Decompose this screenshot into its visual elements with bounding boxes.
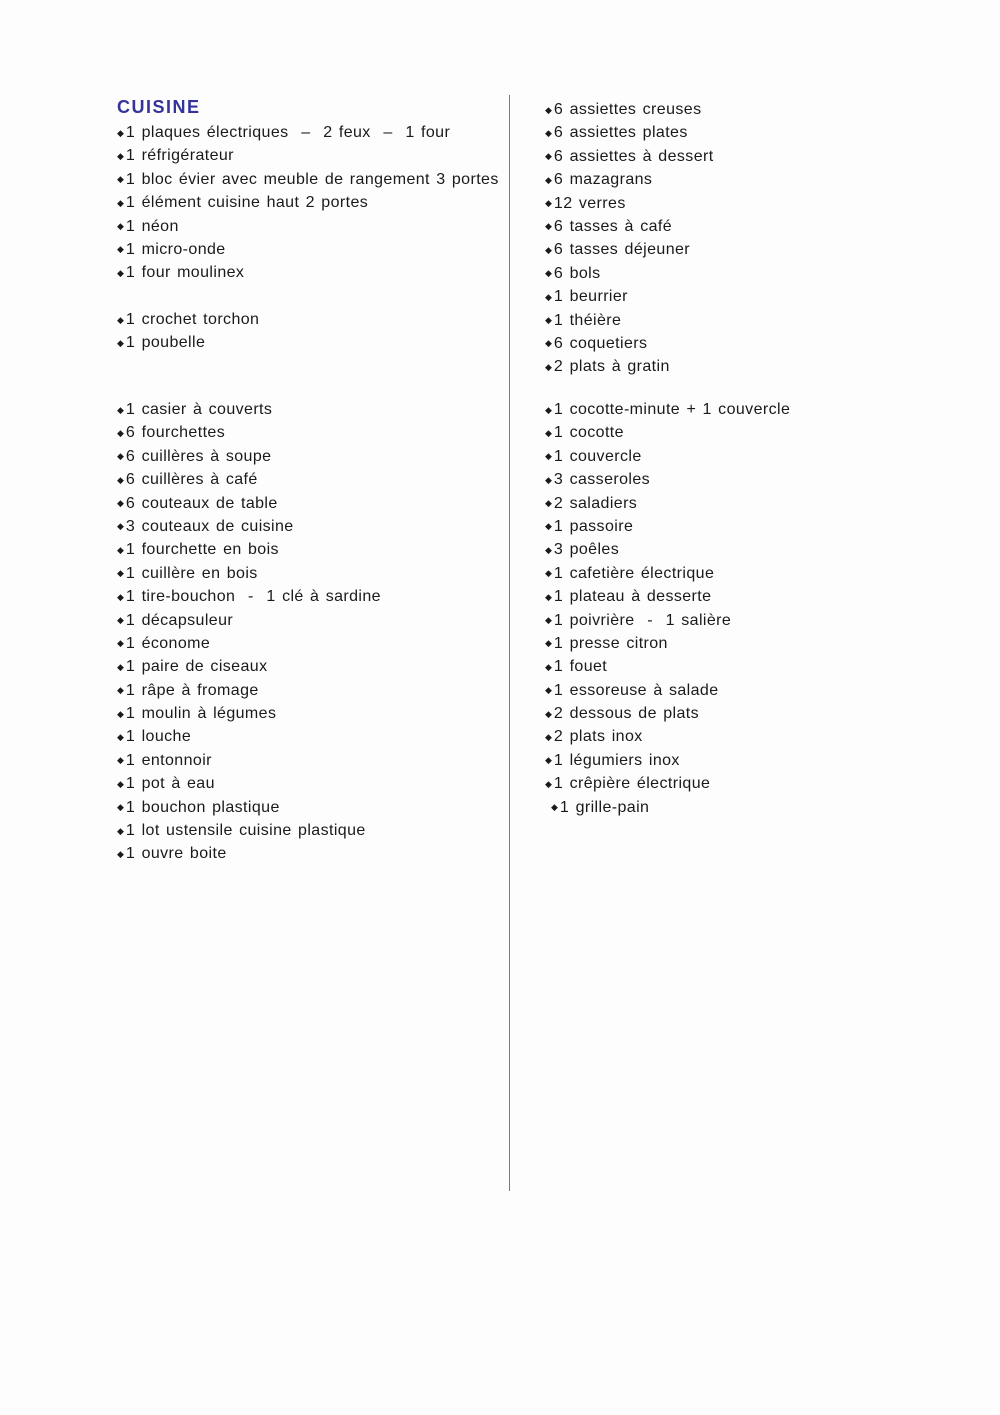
diamond-bullet-icon: ◆ bbox=[117, 731, 124, 742]
right-column-cookware-list bbox=[545, 398, 945, 819]
item-text: 1 presse citron bbox=[553, 634, 668, 652]
list-item bbox=[117, 168, 517, 191]
list-item bbox=[117, 331, 517, 354]
list-item bbox=[117, 468, 517, 491]
item-text: 2 plats à gratin bbox=[553, 358, 670, 376]
diamond-bullet-icon: ◆ bbox=[545, 127, 552, 138]
list-item bbox=[545, 515, 945, 538]
item-text: 2 dessous de plats bbox=[553, 705, 700, 723]
list-item bbox=[117, 538, 517, 561]
item-text: 1 casier à couverts bbox=[125, 401, 273, 418]
diamond-bullet-icon: ◆ bbox=[117, 615, 124, 626]
diamond-bullet-icon: ◆ bbox=[117, 474, 124, 485]
item-text: 1 économe bbox=[125, 634, 211, 652]
item-text: 3 couteaux de cuisine bbox=[125, 517, 294, 535]
item-text: 1 cafetière électrique bbox=[553, 564, 715, 582]
item-text: 1 bloc évier avec meuble de rangement 3 portes bbox=[125, 170, 499, 188]
item-text: 1 poubelle bbox=[125, 334, 206, 352]
diamond-bullet-icon: ◆ bbox=[117, 638, 124, 649]
diamond-bullet-icon: ◆ bbox=[117, 174, 124, 185]
list-item bbox=[117, 445, 517, 468]
item-text: 6 cuillères à café bbox=[125, 471, 258, 489]
item-text: 6 fourchettes bbox=[125, 424, 226, 442]
list-item bbox=[117, 772, 517, 795]
diamond-bullet-icon: ◆ bbox=[545, 615, 552, 626]
list-item bbox=[117, 215, 517, 238]
diamond-bullet-icon: ◆ bbox=[117, 521, 124, 532]
item-text: 6 assiettes à dessert bbox=[553, 147, 714, 165]
item-text: 1 louche bbox=[125, 728, 192, 746]
list-item bbox=[117, 679, 517, 702]
diamond-bullet-icon: ◆ bbox=[117, 708, 124, 719]
item-text: 1 poivrière - 1 salière bbox=[553, 611, 732, 629]
diamond-bullet-icon: ◆ bbox=[545, 315, 552, 326]
item-text: 12 verres bbox=[553, 194, 626, 212]
diamond-bullet-icon: ◆ bbox=[117, 127, 124, 138]
list-item bbox=[117, 398, 517, 421]
list-item bbox=[545, 238, 945, 261]
item-text: 3 casseroles bbox=[553, 471, 651, 489]
list-item bbox=[117, 609, 517, 632]
list-item bbox=[117, 819, 517, 842]
list-item bbox=[545, 398, 945, 421]
diamond-bullet-icon: ◆ bbox=[545, 427, 552, 438]
diamond-bullet-icon: ◆ bbox=[545, 661, 552, 672]
diamond-bullet-icon: ◆ bbox=[545, 451, 552, 462]
diamond-bullet-icon: ◆ bbox=[545, 338, 552, 349]
diamond-bullet-icon: ◆ bbox=[545, 268, 552, 279]
item-text: 1 moulin à légumes bbox=[125, 705, 277, 723]
diamond-bullet-icon: ◆ bbox=[117, 544, 124, 555]
list-item bbox=[117, 585, 517, 608]
left-column-utensils-list bbox=[117, 398, 517, 866]
item-text: 1 élément cuisine haut 2 portes bbox=[125, 194, 369, 212]
list-item bbox=[545, 98, 945, 121]
item-text: 1 grille-pain bbox=[559, 798, 650, 816]
list-item bbox=[117, 421, 517, 444]
diamond-bullet-icon: ◆ bbox=[117, 778, 124, 789]
item-text: 1 couvercle bbox=[553, 447, 642, 465]
diamond-bullet-icon: ◆ bbox=[117, 685, 124, 696]
item-text: 6 assiettes creuses bbox=[553, 101, 702, 118]
list-item bbox=[545, 355, 945, 378]
list-item bbox=[545, 562, 945, 585]
diamond-bullet-icon: ◆ bbox=[117, 404, 124, 415]
diamond-bullet-icon: ◆ bbox=[117, 337, 124, 348]
list-item bbox=[117, 842, 517, 865]
item-text: 1 cocotte bbox=[553, 424, 624, 442]
diamond-bullet-icon: ◆ bbox=[545, 521, 552, 532]
diamond-bullet-icon: ◆ bbox=[117, 314, 124, 325]
diamond-bullet-icon: ◆ bbox=[545, 474, 552, 485]
left-column-misc-list bbox=[117, 308, 517, 355]
item-text: 1 fourchette en bois bbox=[125, 541, 279, 559]
diamond-bullet-icon: ◆ bbox=[545, 291, 552, 302]
item-text: 6 bols bbox=[553, 264, 601, 282]
diamond-bullet-icon: ◆ bbox=[117, 197, 124, 208]
list-item bbox=[545, 145, 945, 168]
diamond-bullet-icon: ◆ bbox=[117, 221, 124, 232]
left-column-appliances-list bbox=[117, 121, 517, 285]
list-item bbox=[545, 468, 945, 491]
list-item bbox=[117, 121, 517, 144]
item-text: 1 entonnoir bbox=[125, 751, 212, 769]
item-text: 1 crochet torchon bbox=[125, 311, 260, 328]
list-item bbox=[117, 655, 517, 678]
diamond-bullet-icon: ◆ bbox=[117, 755, 124, 766]
diamond-bullet-icon: ◆ bbox=[117, 451, 124, 462]
list-item bbox=[545, 585, 945, 608]
diamond-bullet-icon: ◆ bbox=[117, 427, 124, 438]
diamond-bullet-icon: ◆ bbox=[545, 544, 552, 555]
item-text: 1 décapsuleur bbox=[125, 611, 234, 629]
diamond-bullet-icon: ◆ bbox=[117, 661, 124, 672]
item-text: 1 crêpière électrique bbox=[553, 775, 711, 793]
diamond-bullet-icon: ◆ bbox=[117, 267, 124, 278]
diamond-bullet-icon: ◆ bbox=[545, 778, 552, 789]
item-text: 1 essoreuse à salade bbox=[553, 681, 719, 699]
list-item bbox=[117, 725, 517, 748]
diamond-bullet-icon: ◆ bbox=[117, 568, 124, 579]
list-item bbox=[117, 191, 517, 214]
diamond-bullet-icon: ◆ bbox=[117, 848, 124, 859]
item-text: 1 réfrigérateur bbox=[125, 147, 234, 165]
item-text: 1 beurrier bbox=[553, 288, 628, 306]
item-text: 1 fouet bbox=[553, 658, 608, 676]
diamond-bullet-icon: ◆ bbox=[545, 708, 552, 719]
list-item bbox=[117, 749, 517, 772]
diamond-bullet-icon: ◆ bbox=[545, 361, 552, 372]
list-item bbox=[117, 632, 517, 655]
list-item bbox=[545, 679, 945, 702]
list-item bbox=[545, 609, 945, 632]
item-text: 1 pot à eau bbox=[125, 775, 215, 793]
diamond-bullet-icon: ◆ bbox=[545, 404, 552, 415]
list-item bbox=[117, 144, 517, 167]
list-item bbox=[545, 445, 945, 468]
list-item bbox=[117, 515, 517, 538]
diamond-bullet-icon: ◆ bbox=[545, 151, 552, 162]
item-text: 1 lot ustensile cuisine plastique bbox=[125, 822, 366, 840]
list-item bbox=[117, 796, 517, 819]
item-text: 1 légumiers inox bbox=[553, 751, 680, 769]
diamond-bullet-icon: ◆ bbox=[551, 802, 558, 813]
item-text: 6 tasses à café bbox=[553, 217, 673, 235]
right-column-dishes-list bbox=[545, 98, 945, 379]
list-item bbox=[545, 492, 945, 515]
list-item bbox=[545, 192, 945, 215]
item-text: 1 plateau à desserte bbox=[553, 588, 712, 606]
list-item bbox=[545, 309, 945, 332]
item-text: 1 four moulinex bbox=[125, 264, 245, 282]
diamond-bullet-icon: ◆ bbox=[545, 104, 552, 115]
diamond-bullet-icon: ◆ bbox=[545, 731, 552, 742]
list-item bbox=[545, 215, 945, 238]
diamond-bullet-icon: ◆ bbox=[545, 244, 552, 255]
list-item bbox=[545, 725, 945, 748]
item-text: 1 théière bbox=[553, 311, 622, 329]
list-item bbox=[545, 168, 945, 191]
list-item bbox=[545, 796, 945, 819]
list-item bbox=[117, 702, 517, 725]
list-item bbox=[545, 332, 945, 355]
list-item bbox=[117, 562, 517, 585]
item-text: 6 tasses déjeuner bbox=[553, 241, 691, 259]
diamond-bullet-icon: ◆ bbox=[117, 802, 124, 813]
item-text: 1 tire-bouchon - 1 clé à sardine bbox=[125, 588, 381, 606]
item-text: 3 poêles bbox=[553, 541, 620, 559]
diamond-bullet-icon: ◆ bbox=[117, 150, 124, 161]
item-text: 6 assiettes plates bbox=[553, 124, 688, 142]
diamond-bullet-icon: ◆ bbox=[545, 221, 552, 232]
item-text: 1 cuillère en bois bbox=[125, 564, 258, 582]
diamond-bullet-icon: ◆ bbox=[117, 244, 124, 255]
list-item bbox=[545, 262, 945, 285]
item-text: 6 mazagrans bbox=[553, 171, 653, 189]
diamond-bullet-icon: ◆ bbox=[545, 174, 552, 185]
item-text: 1 micro-onde bbox=[125, 240, 226, 258]
item-text: 1 bouchon plastique bbox=[125, 798, 280, 816]
item-text: 6 coquetiers bbox=[553, 334, 648, 352]
diamond-bullet-icon: ◆ bbox=[117, 591, 124, 602]
list-item bbox=[545, 702, 945, 725]
list-item bbox=[545, 772, 945, 795]
item-text: 2 saladiers bbox=[553, 494, 638, 512]
diamond-bullet-icon: ◆ bbox=[545, 685, 552, 696]
list-item bbox=[545, 632, 945, 655]
item-text: 6 cuillères à soupe bbox=[125, 447, 272, 465]
list-item bbox=[117, 492, 517, 515]
list-item bbox=[545, 285, 945, 308]
list-item bbox=[117, 308, 517, 331]
diamond-bullet-icon: ◆ bbox=[117, 825, 124, 836]
item-text: 1 ouvre boite bbox=[125, 845, 227, 863]
page-title: CUISINE bbox=[117, 97, 201, 117]
list-item bbox=[117, 238, 517, 261]
list-item bbox=[545, 538, 945, 561]
diamond-bullet-icon: ◆ bbox=[545, 755, 552, 766]
item-text: 2 plats inox bbox=[553, 728, 643, 746]
item-text: 1 paire de ciseaux bbox=[125, 658, 268, 676]
diamond-bullet-icon: ◆ bbox=[545, 568, 552, 579]
item-text: 6 couteaux de table bbox=[125, 494, 278, 512]
diamond-bullet-icon: ◆ bbox=[545, 198, 552, 209]
item-text: 1 râpe à fromage bbox=[125, 681, 259, 699]
item-text: 1 passoire bbox=[553, 517, 634, 535]
item-text: 1 néon bbox=[125, 217, 179, 235]
list-item bbox=[545, 655, 945, 678]
item-text: 1 cocotte-minute + 1 couvercle bbox=[553, 401, 791, 418]
diamond-bullet-icon: ◆ bbox=[545, 498, 552, 509]
diamond-bullet-icon: ◆ bbox=[545, 591, 552, 602]
item-text: 1 plaques électriques – 2 feux – 1 four bbox=[125, 124, 451, 141]
list-item bbox=[545, 749, 945, 772]
diamond-bullet-icon: ◆ bbox=[545, 638, 552, 649]
list-item bbox=[117, 261, 517, 284]
list-item bbox=[545, 421, 945, 444]
diamond-bullet-icon: ◆ bbox=[117, 498, 124, 509]
list-item bbox=[545, 121, 945, 144]
